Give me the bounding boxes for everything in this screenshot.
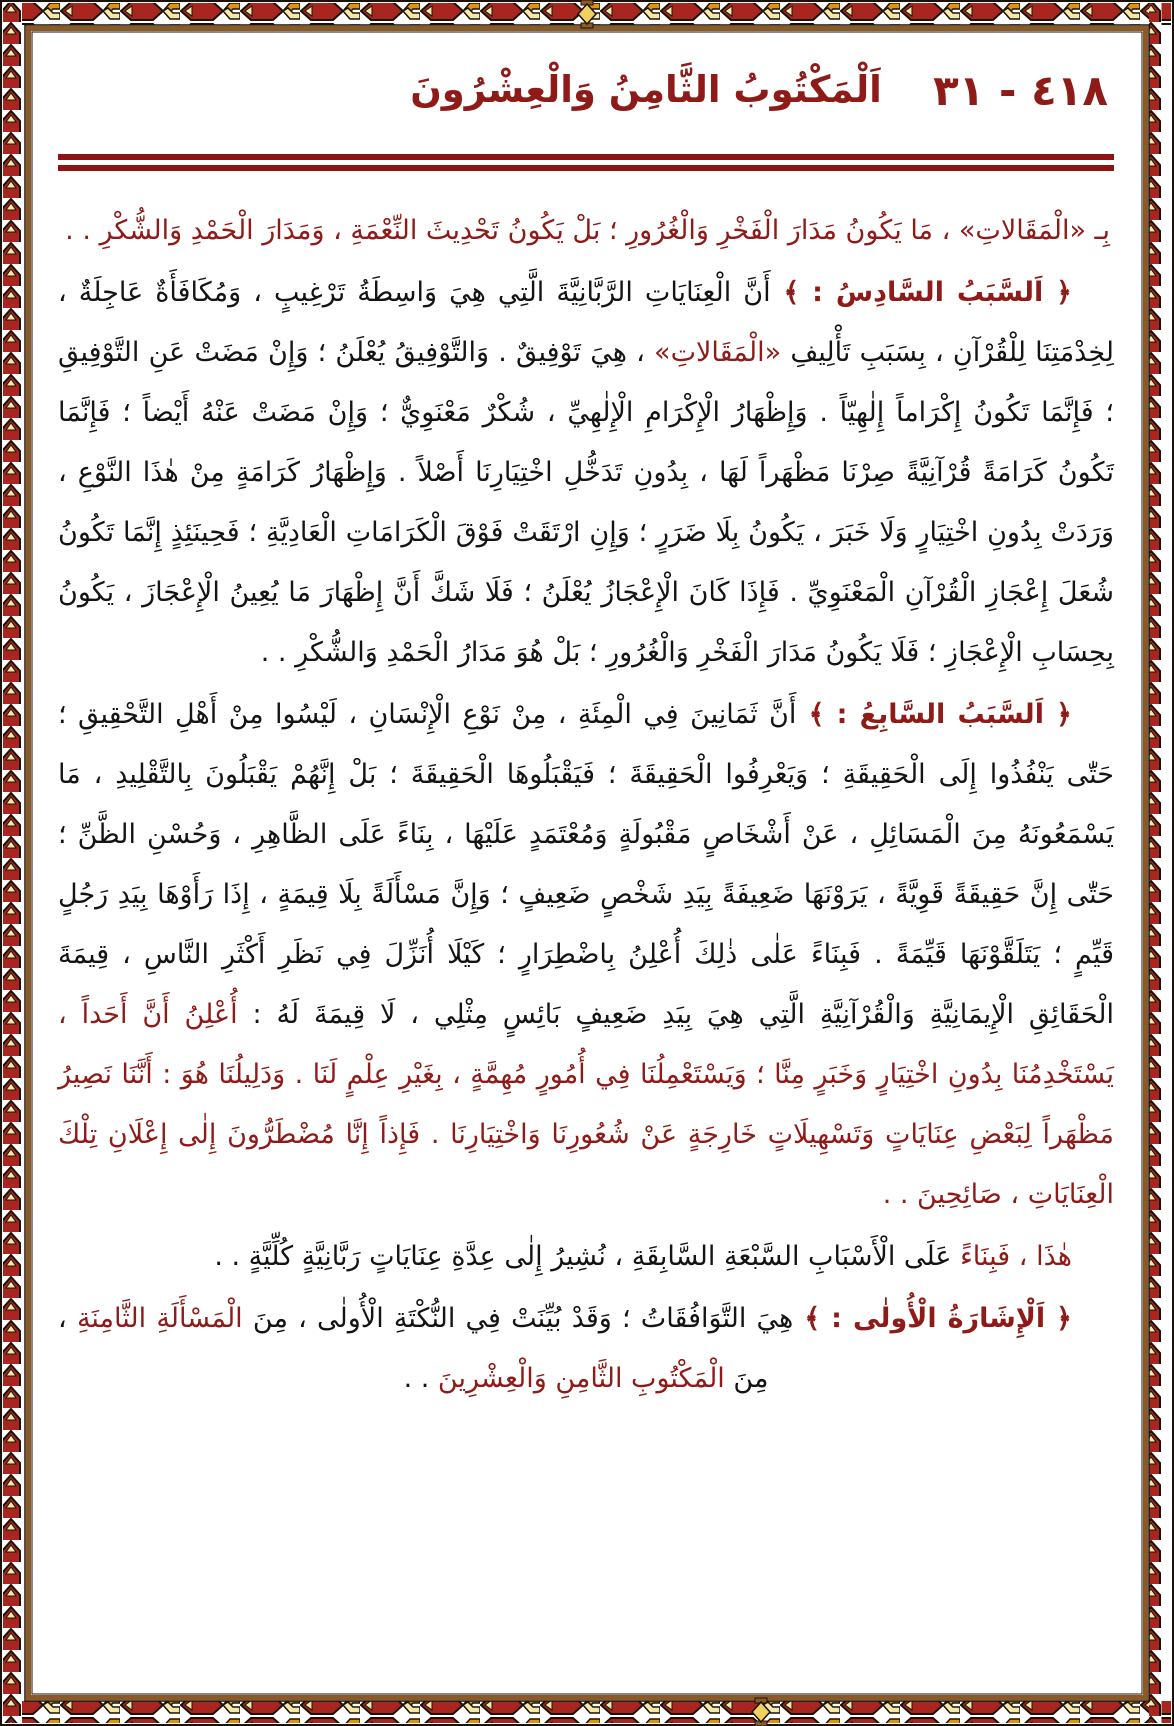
text-segment: أُعْلِنُ أَنَّ أَحَداً ، يَسْتَخْدِمُنَا بِدُونِ اخْتِيَارٍ وَخَبَرٍ مِنَّا ؛ وَيَسْتَعْمِلُنَا فِي أُمُورٍ مُهِمَّةٍ ، بِغَيْرِ عِلْمٍ لَنَا . وَدَلِيلُنَا هُوَ : أَنَّنَا نَصِيرُ مَظْهَراً لِبَعْضِ عِنَايَاتٍ وَتَسْهِيلَاتٍ خَارِجَةٍ عَنْ شُعُورِنَا وَاخْتِيَارِنَا . فَإِذاً إِنَّا مُضْطَرُّونَ إِلٰى إِعْلَانِ تِلْكَ الْعِنَايَاتِ ، صَائِحِينَ . .	[58, 999, 1114, 1210]
section-heading: ﴿ اَلسَّبَبُ السَّابِعُ : ﴾	[796, 699, 1072, 730]
paragraph-transition	[58, 1227, 1114, 1287]
paragraph-sixth-cause	[58, 263, 1114, 683]
section-heading: ﴿ اَلسَّبَبُ السَّادِسُ : ﴾	[770, 277, 1072, 308]
bottom-center-ornament	[752, 1698, 770, 1726]
text-segment: ، مِنَ	[58, 1303, 769, 1394]
text-segment: الْمَكْتُوبِ الثَّامِنِ وَالْعِشْرِينَ	[437, 1363, 725, 1394]
text-segment: بِـ «الْمَقَالاتِ» ، مَا يَكُونُ مَدَارَ الْفَخْرِ وَالْغُرُورِ ؛ بَلْ يَكُونُ تَحْدِيثَ النِّعْمَةِ ، وَمَدَارَ الْحَمْدِ وَالشُّكْرِ . .	[65, 215, 1110, 246]
text-segment: «الْمَقَالاتِ»	[654, 337, 782, 368]
page-header	[58, 52, 1114, 136]
paragraph-seventh-cause	[58, 685, 1114, 1225]
paragraph-first-indication	[58, 1289, 1114, 1409]
paragraph-intro	[58, 201, 1114, 261]
text-segment: . .	[403, 1363, 438, 1394]
page-title: اَلْمَكْتُوبُ الثَّامِنُ وَالْعِشْرُونَ	[410, 68, 882, 111]
text-segment: أَنَّ ثَمَانِينَ فِي الْمِئَةِ ، مِنْ نَوْعِ الْإِنْسَانِ ، لَيْسُوا مِنْ أَهْلِ التَّحْقِيقِ ؛ حَتّٰى يَنْفُذُوا إِلَى الْحَقِيقَةِ ؛ وَيَعْرِفُوا الْحَقِيقَةَ ؛ فَيَقْبَلُوهَا الْحَقِيقَةَ ؛ بَلْ إِنَّهُمْ يَقْبَلُونَ بِالتَّقْلِيدِ ، مَا يَسْمَعُونَهُ مِنَ الْمَسَائِلِ ، عَنْ أَشْخَاصٍ مَقْبُولَةٍ وَمُعْتَمَدٍ عَلَيْهَا ، بِنَاءً عَلَى الظَّاهِرِ ، وَحُسْنِ الظَّنِّ ؛ حَتّٰى إِنَّ حَقِيقَةً قَوِيَّةً ، يَرَوْنَهَا ضَعِيفَةً بِيَدِ شَخْصٍ ضَعِيفٍ ؛ وَإِنَّ مَسْأَلَةً بِلَا قِيمَةٍ ، إِذَا رَأَوْهَا بِيَدِ رَجُلٍ قَيِّمٍ ؛ يَتَلَقَّوْنَهَا قَيِّمَةً . فَبِنَاءً عَلٰى ذٰلِكَ أُعْلِنُ بِاضْطِرَارٍ ؛ كَيْلَا أُنَزِّلَ فِي نَظَرِ أَكْثَرِ النَّاسِ ، قِيمَةَ الْحَقَائِقِ الْإِيمَانِيَّةِ وَالْقُرْآنِيَّةِ الَّتِي هِيَ بِيَدِ ضَعِيفٍ بَائِسٍ مِثْلِي ، لَا قِيمَةَ لَهُ :	[58, 699, 1114, 1030]
top-center-ornament	[578, 0, 596, 28]
body-text	[58, 201, 1114, 1409]
page-content	[58, 52, 1114, 1411]
text-segment: عَلَى الْأَسْبَابِ السَّبْعَةِ السَّابِقَةِ ، نُشِيرُ إِلٰى عِدَّةِ عِنَايَاتٍ رَبَّانِيَّةٍ كُلِّيَّةٍ . .	[214, 1241, 952, 1272]
header-divider-rule	[58, 154, 1114, 171]
text-segment: الْمَسْأَلَةِ الثَّامِنَةِ	[76, 1303, 243, 1334]
page-number: ٤١٨ - ٣١	[933, 66, 1108, 115]
section-heading: ﴿ اَلْإِشَارَةُ الْأُولٰى : ﴾	[793, 1303, 1072, 1334]
text-segment: أَنَّ الْعِنَايَاتِ الرَّبَّانِيَّةَ الَّتِي هِيَ وَاسِطَةُ تَرْغِيبٍ ، وَمُكَافَأَةٌ عَاجِلَةٌ ، لِخِدْمَتِنَا لِلْقُرْآنِ ، بِسَبَبِ تَأْلِيفِ	[58, 277, 1114, 368]
text-segment: هٰذَا ، فَبِنَاءً	[951, 1241, 1072, 1272]
text-segment: هِيَ التَّوَافُقَاتُ ؛ وَقَدْ بُيِّنَتْ فِي النُّكْتَةِ الْأُولٰى ، مِنَ	[242, 1303, 794, 1334]
text-segment: ، هِيَ تَوْفِيقٌ . وَالتَّوْفِيقُ يُعْلَنُ ؛ وَإِنْ مَضَتْ عَنِ التَّوْفِيقِ ؛ فَإِنَّمَا تَكُونُ إِكْرَاماً إِلٰهِيّاً . وَإِظْهَارُ الْإِكْرَامِ الْإِلٰهِيِّ ، شُكْرٌ مَعْنَوِيٌّ ؛ وَإِنْ مَضَتْ عَنْهُ أَيْضاً ؛ فَإِنَّمَا تَكُونُ كَرَامَةً قُرْآنِيَّةً صِرْنَا مَظْهَراً لَهَا ، بِدُونِ تَدَخُّلِ اخْتِيَارِنَا أَصْلاً . وَإِظْهَارُ كَرَامَةٍ مِنْ هٰذَا النَّوْعِ ، وَرَدَتْ بِدُونِ اخْتِيَارٍ وَلَا خَبَرَ ، يَكُونُ بِلَا ضَرَرٍ ؛ وَإِنِ ارْتَقَتْ فَوْقَ الْكَرَامَاتِ الْعَادِيَّةِ ؛ فَحِينَئِذٍ إِنَّمَا تَكُونُ شُعَلَ إِعْجَازِ الْقُرْآنِ الْمَعْنَوِيِّ . فَإِذَا كَانَ الْإِعْجَازُ يُعْلَنُ ؛ فَلَا شَكَّ أَنَّ إِظْهَارَ مَا يُعِينُ الْإِعْجَازَ ، يَكُونُ بِحِسَابِ الْإِعْجَازِ ؛ فَلَا يَكُونُ مَدَارَ الْفَخْرِ وَالْغُرُورِ ؛ بَلْ هُوَ مَدَارُ الْحَمْدِ وَالشُّكْرِ . .	[58, 337, 1114, 668]
